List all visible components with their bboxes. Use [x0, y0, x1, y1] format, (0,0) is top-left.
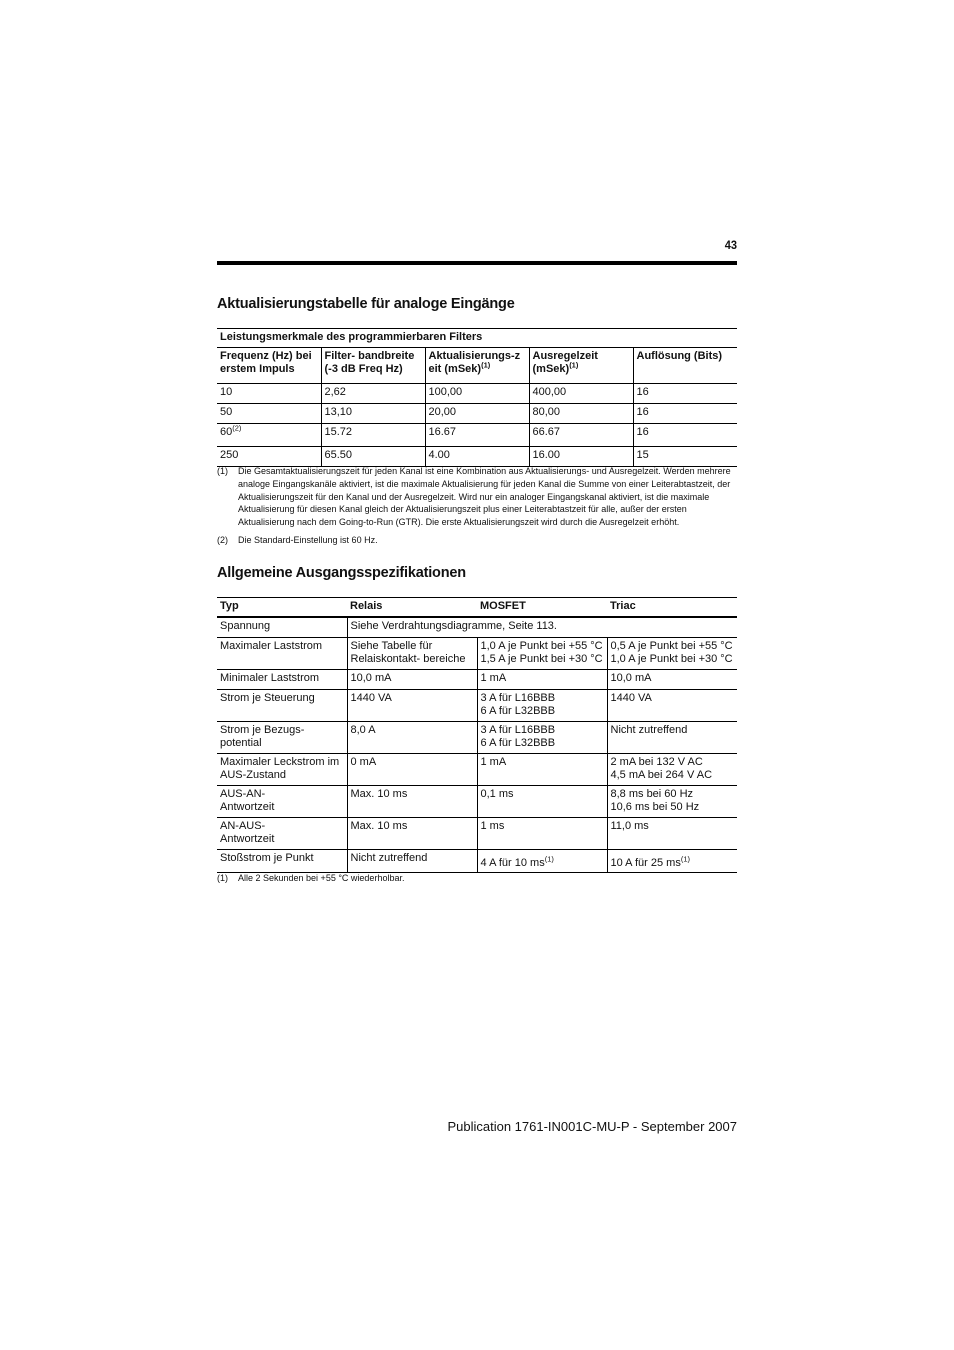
column-header: MOSFET: [477, 598, 607, 618]
table-cell: Strom je Steuerung: [217, 690, 347, 722]
table-row: [217, 424, 737, 447]
table-cell: 10,0 mA: [607, 670, 737, 690]
column-header: Typ: [217, 598, 347, 618]
output-spec-table: [217, 597, 737, 873]
table-cell: 20,00: [425, 404, 529, 424]
column-header: Frequenz (Hz) bei erstem Impuls: [217, 348, 321, 384]
table-cell: 11,0 ms: [607, 818, 737, 850]
table-cell: 16.00: [529, 447, 633, 467]
footnote: (1) Alle 2 Sekunden bei +55 °C wiederholbar.: [217, 873, 405, 883]
table-cell: 1 mA: [477, 754, 607, 786]
footnote-ref: (1): [544, 853, 554, 863]
footnote: (2) Die Standard-Einstellung ist 60 Hz.: [217, 535, 378, 545]
table-row: [217, 690, 737, 722]
table-cell: 250: [217, 447, 321, 467]
table-caption: Leistungsmerkmale des programmierbaren Filters: [217, 329, 737, 348]
table-row: [217, 447, 737, 467]
table-cell: Siehe Verdrahtungsdiagramme, Seite 113.: [347, 617, 737, 638]
table-cell: Siehe Tabelle für Relaiskontakt- bereiche: [347, 638, 477, 670]
table-cell: 2 mA bei 132 V AC 4,5 mA bei 264 V AC: [607, 754, 737, 786]
column-header: Triac: [607, 598, 737, 618]
table-cell: 50: [217, 404, 321, 424]
table-cell: Nicht zutreffend: [607, 722, 737, 754]
table-cell: 1,0 A je Punkt bei +55 °C 1,5 A je Punkt bei +30 °C: [477, 638, 607, 670]
table-cell: 10: [217, 384, 321, 404]
table-cell: 16: [633, 404, 737, 424]
column-header: Ausregelzeit (mSek)$^{(1)}$: [529, 348, 633, 384]
table-cell: 2,62: [321, 384, 425, 404]
table-cell: 0,1 ms: [477, 786, 607, 818]
filter-table: [217, 328, 737, 467]
footnote-ref: (1): [481, 359, 491, 369]
section-title-analog: Aktualisierungstabelle für analoge Eingänge: [217, 296, 515, 312]
table-cell: 3 A für L16BBB 6 A für L32BBB: [477, 722, 607, 754]
table-row: [217, 722, 737, 754]
table-cell: 10,0 mA: [347, 670, 477, 690]
table-cell: 4 A für 10 $ms^{(1)}$: [477, 850, 607, 873]
table-cell: Minimaler Laststrom: [217, 670, 347, 690]
table-cell: 8,8 ms bei 60 Hz 10,6 ms bei 50 Hz: [607, 786, 737, 818]
footnote-ref: (1): [569, 359, 579, 369]
column-header: Relais: [347, 598, 477, 618]
table-row: [217, 754, 737, 786]
table-cell: Stoßstrom je Punkt: [217, 850, 347, 873]
table-cell: 100,00: [425, 384, 529, 404]
table-cell: 1440 VA: [607, 690, 737, 722]
table-cell: Max. 10 ms: [347, 818, 477, 850]
table-cell: 16.67: [425, 424, 529, 447]
column-header: Filter- bandbreite (-3 dB Freq Hz): [321, 348, 425, 384]
table-cell: 1 mA: [477, 670, 607, 690]
header-rule: [217, 261, 737, 265]
table-cell: 16: [633, 384, 737, 404]
table-cell: Strom je Bezugs- potential: [217, 722, 347, 754]
footnote-ref: (2): [232, 423, 242, 433]
table-cell: AUS-AN- Antwortzeit: [217, 786, 347, 818]
table-row: [217, 638, 737, 670]
table-cell: 60$^{(2)}$: [217, 424, 321, 447]
table-cell: 0 mA: [347, 754, 477, 786]
footnote: (1) Die Gesamtaktualisierungszeit für jeden Kanal ist eine Kombination aus Aktualisierungs- und Ausregelzeit. Werden mehrere analoge Eingangskanäle aktiviert, ist die maximale Aktualisierung für jeden Kanal die Summe von einer Leiterabtastzeit, der Aktualisierungszeit für den Kanal und der Ausregelzeit. Wird nur ein analoger Eingangskanal aktiviert, ist die maximale Aktualisierung für diesen Kanal gleich der Aktualisierungszeit plus einer Leiterabtastzeit für alle, außer der ersten Aktualisierung nach dem Going-to-Run (GTR). Die erste Aktualisierungszeit wird durch die Ausregelzeit erhöht.: [217, 466, 731, 528]
table-row: [217, 617, 737, 638]
table-cell: 10 A für 25 $ms^{(1)}$: [607, 850, 737, 873]
table-cell: 65.50: [321, 447, 425, 467]
table-cell: AN-AUS- Antwortzeit: [217, 818, 347, 850]
page-number: 43: [724, 238, 737, 252]
table-cell: 1 ms: [477, 818, 607, 850]
table-cell: Max. 10 ms: [347, 786, 477, 818]
table-cell: 15: [633, 447, 737, 467]
table-cell: 15.72: [321, 424, 425, 447]
table-body: [217, 638, 737, 850]
table-row: [217, 786, 737, 818]
table-cell: 13,10: [321, 404, 425, 424]
footnote-ref: (1): [680, 853, 690, 863]
table-cell: Maximaler Leckstrom im AUS-Zustand: [217, 754, 347, 786]
table-row: [217, 670, 737, 690]
table-cell: 80,00: [529, 404, 633, 424]
table-cell: Spannung: [217, 617, 347, 638]
table-cell: 0,5 A je Punkt bei +55 °C 1,0 A je Punkt bei +30 °C: [607, 638, 737, 670]
publication-footer: Publication 1761-IN001C-MU-P - September 2007: [447, 1119, 737, 1134]
table-row: [217, 850, 737, 873]
table-cell: 16: [633, 424, 737, 447]
table-row: [217, 818, 737, 850]
table-cell: 400,00: [529, 384, 633, 404]
table-cell: 1440 VA: [347, 690, 477, 722]
table-cell: 66.67: [529, 424, 633, 447]
table-cell: Maximaler Laststrom: [217, 638, 347, 670]
table-cell: 4.00: [425, 447, 529, 467]
table-row: [217, 384, 737, 404]
table-row: [217, 404, 737, 424]
section-title-ausgang: Allgemeine Ausgangsspezifikationen: [217, 565, 466, 581]
table-cell: 3 A für L16BBB 6 A für L32BBB: [477, 690, 607, 722]
column-header: Auflösung (Bits): [633, 348, 737, 384]
column-header: Aktualisierungs-z eit (mSek)$^{(1)}$: [425, 348, 529, 384]
table-cell: Nicht zutreffend: [347, 850, 477, 873]
table-cell: 8,0 A: [347, 722, 477, 754]
